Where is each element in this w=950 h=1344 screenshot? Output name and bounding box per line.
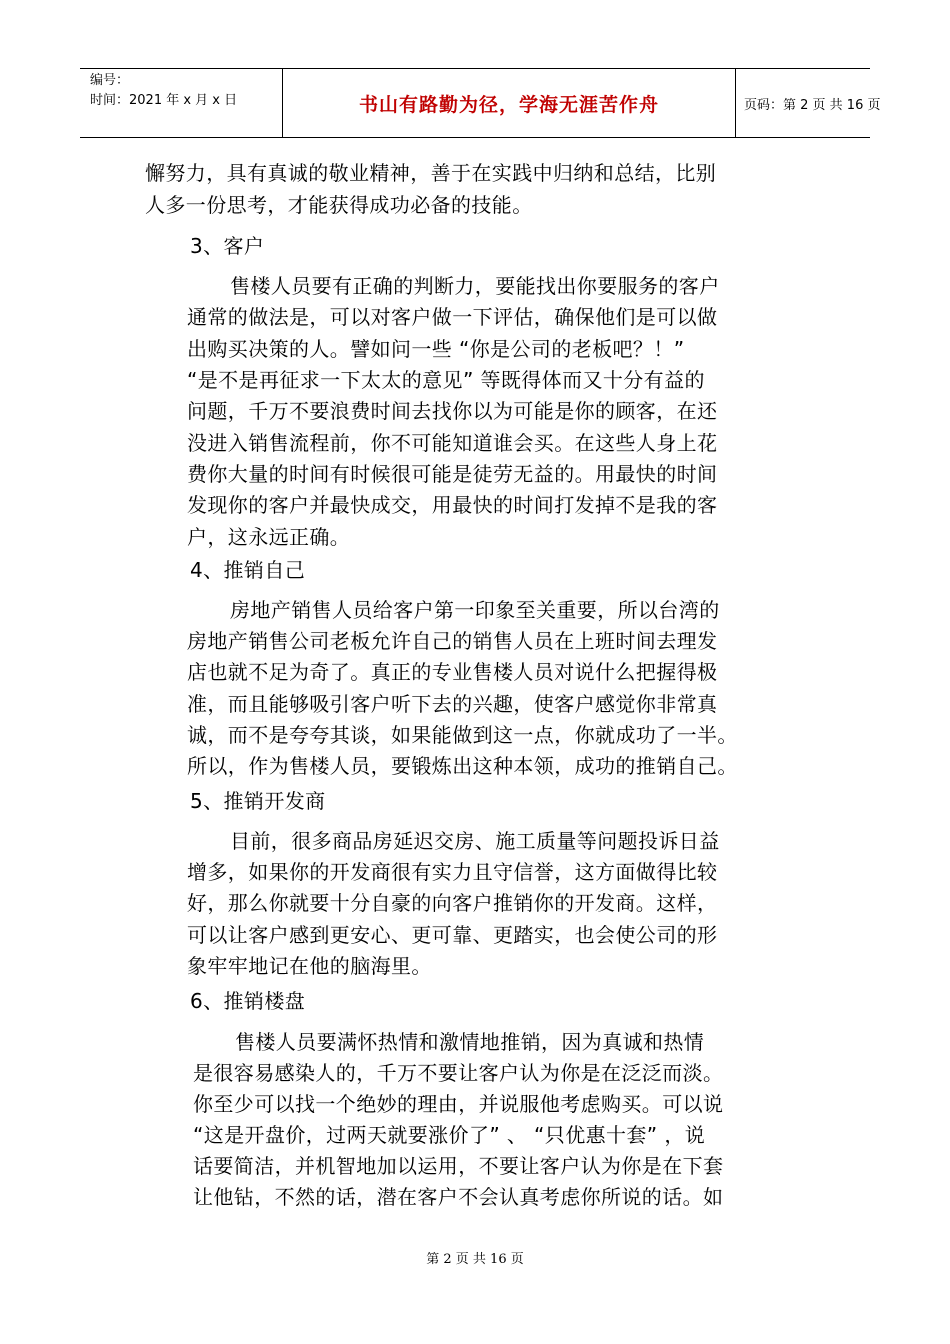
text-line: 象牢牢地记在他的脑海里。 (187, 954, 432, 978)
text-line: 目前，很多商品房延迟交房、施工质量等问题投诉日益 (230, 829, 720, 853)
page-footer: 第 2 页 共 16 页 (426, 1252, 524, 1267)
text-line: 户，这永远正确。 (187, 525, 351, 549)
text-line: 房地产销售人员给客户第一印象至关重要，所以台湾的 (230, 598, 720, 622)
text-line: 费你大量的时间有时候很可能是徒劳无益的。用最快的时间 (187, 462, 718, 486)
text-line: “这是开盘价，过两天就要涨价了” 、 “只优惠十套” ，说 (193, 1123, 706, 1147)
section-heading: 4、推销自己 (190, 558, 306, 582)
text-line: 房地产销售公司老板允许自己的销售人员在上班时间去理发 (187, 629, 718, 653)
text-line: 是很容易感染人的，千万不要让客户认为你是在泛泛而淡。 (193, 1061, 724, 1085)
text-line: 你至少可以找一个绝妙的理由，并说服他考虑购买。可以说 (193, 1092, 724, 1116)
header-page-cell (736, 69, 881, 137)
text-line: 发现你的客户并最快成交，用最快的时间打发掉不是我的客 (187, 493, 718, 517)
text-line: 懈努力，具有真诚的敬业精神，善于在实践中归纳和总结，比别 (145, 161, 717, 185)
text-line: 人多一份思考，才能获得成功必备的技能。 (145, 193, 533, 217)
text-line: 让他钻，不然的话，潜在客户不会认真考虑你所说的话。如 (193, 1185, 724, 1209)
text-line: 没进入销售流程前，你不可能知道谁会买。在这些人身上花 (187, 431, 718, 455)
time-label: 时间：2021 年 x 月 x 日 (90, 93, 238, 108)
text-line: 话要简洁，并机智地加以运用，不要让客户认为你是在下套 (193, 1154, 724, 1178)
text-line: 准，而且能够吸引客户听下去的兴趣，使客户感觉你非常真 (187, 692, 718, 716)
header-meta-cell (80, 69, 280, 137)
header-table (80, 68, 881, 138)
text-line: 售楼人员要有正确的判断力，要能找出你要服务的客户 (230, 274, 720, 298)
motto: 书山有路勤为径，学海无涯苦作舟 (358, 93, 659, 116)
text-line: 店也就不足为奇了。真正的专业售楼人员对说什么把握得极 (187, 660, 718, 684)
text-line: 出购买决策的人。譬如问一些 “你是公司的老板吧？！” (187, 337, 685, 361)
header-motto-cell (282, 69, 736, 137)
text-line: 通常的做法是，可以对客户做一下评估，确保他们是可以做 (187, 305, 718, 329)
section-heading: 6、推销楼盘 (190, 989, 306, 1013)
text-line: 诚，而不是夸夸其谈，如果能做到这一点，你就成功了一半。 (187, 723, 738, 747)
text-line: 所以，作为售楼人员，要锻炼出这种本领，成功的推销自己。 (187, 754, 738, 778)
section-heading: 3、客户 (190, 234, 265, 258)
text-line: 增多，如果你的开发商很有实力且守信誉，这方面做得比较 (187, 860, 718, 884)
text-line: 可以让客户感到更安心、更可靠、更踏实，也会使公司的形 (187, 923, 718, 947)
number-label: 编号： (90, 73, 130, 88)
text-line: 好，那么你就要十分自豪的向客户推销你的开发商。这样， (187, 891, 718, 915)
text-line: “是不是再征求一下太太的意见” 等既得体而又十分有益的 (187, 368, 705, 392)
text-line: 问题，千万不要浪费时间去找你以为可能是你的顾客，在还 (187, 399, 718, 423)
section-heading: 5、推销开发商 (190, 789, 326, 813)
text-line: 售楼人员要满怀热情和激情地推销，因为真诚和热情 (235, 1030, 705, 1054)
page-code: 页码：第 2 页 共 16 页 (744, 97, 881, 113)
